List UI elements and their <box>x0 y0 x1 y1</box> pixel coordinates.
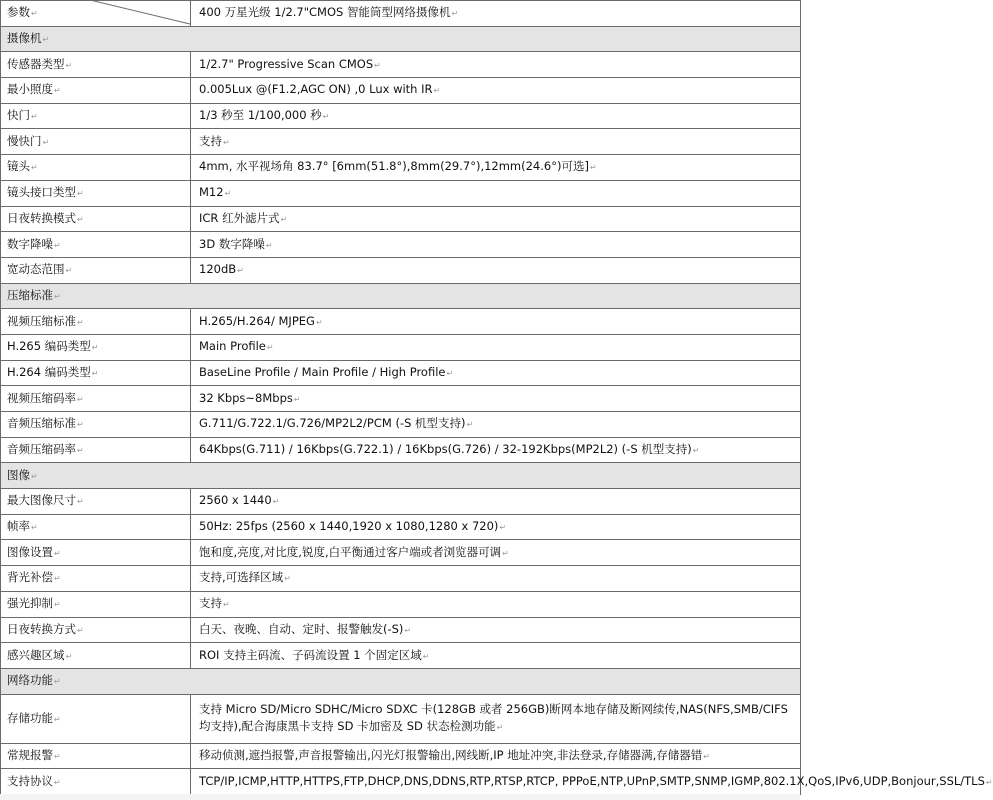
paragraph-mark: ↵ <box>502 548 509 558</box>
spec-label-cell <box>1 309 191 335</box>
spec-value-cell <box>191 129 801 155</box>
spec-value: 支持,可选择区域 <box>199 570 284 585</box>
paragraph-mark: ↵ <box>466 420 474 430</box>
spec-value: H.265/H.264/ MJPEG <box>199 313 315 328</box>
spec-label: 镜头 <box>7 159 30 174</box>
spec-label-cell <box>1 694 191 743</box>
paragraph-mark: ↵ <box>77 214 84 224</box>
spec-value-cell <box>191 412 801 438</box>
paragraph-mark: ↵ <box>54 714 61 724</box>
paragraph-mark: ↵ <box>692 446 700 456</box>
spec-value-cell <box>191 206 801 232</box>
spec-label: 存储功能 <box>7 710 53 725</box>
spec-value: 1/2.7" Progressive Scan CMOS <box>199 56 374 71</box>
spec-value: BaseLine Profile / Main Profile / High Profile <box>199 364 446 379</box>
paragraph-mark: ↵ <box>499 523 507 533</box>
section-header-row <box>1 463 801 489</box>
section-header-row <box>1 283 801 309</box>
spec-label: H.265 编码类型 <box>7 339 91 354</box>
spec-row <box>1 617 801 643</box>
spec-label-cell <box>1 334 191 360</box>
spec-label-cell <box>1 386 191 412</box>
spec-label: 视频压缩标准 <box>7 313 76 328</box>
spec-label: 音频压缩码率 <box>7 442 76 457</box>
paragraph-mark: ↵ <box>589 163 597 173</box>
spec-value: ICR 红外滤片式 <box>199 210 280 225</box>
spec-label: 镜头接口类型 <box>7 185 76 200</box>
spec-label: 强光抑制 <box>7 596 53 611</box>
paragraph-mark: ↵ <box>223 137 230 147</box>
spec-label: 传感器类型 <box>7 56 65 71</box>
spec-row <box>1 489 801 515</box>
spec-value-cell <box>191 180 801 206</box>
spec-value: 50Hz: 25fps (2560 x 1440,1920 x 1080,1280 x 720) <box>199 519 499 534</box>
paragraph-mark: ↵ <box>31 9 38 19</box>
paragraph-mark: ↵ <box>77 497 84 507</box>
spec-label-cell <box>1 412 191 438</box>
section-header-row <box>1 26 801 52</box>
spec-label: 快门 <box>7 108 30 123</box>
spec-label: 背光补偿 <box>7 570 53 585</box>
spec-value-cell <box>191 334 801 360</box>
spec-row <box>1 566 801 592</box>
spec-value: 饱和度,亮度,对比度,锐度,白平衡通过客户端或者浏览器可调 <box>199 544 502 559</box>
spec-value-cell <box>191 52 801 78</box>
paragraph-mark: ↵ <box>446 368 454 378</box>
spec-value-cell <box>191 437 801 463</box>
spec-row <box>1 694 801 743</box>
spec-row <box>1 412 801 438</box>
paragraph-mark: ↵ <box>54 600 61 610</box>
spec-label: 常规报警 <box>7 747 53 762</box>
spec-label: 日夜转换方式 <box>7 621 76 636</box>
section-title-cell <box>1 283 801 309</box>
paragraph-mark: ↵ <box>703 751 710 761</box>
spec-row <box>1 78 801 104</box>
paragraph-mark: ↵ <box>280 214 288 224</box>
spec-row <box>1 180 801 206</box>
section-title: 图像 <box>7 467 30 482</box>
section-title: 网络功能 <box>7 673 53 688</box>
spec-value: 支持 Micro SD/Micro SDHC/Micro SDXC 卡(128GB 或者 256GB)断网本地存储及断网续传,NAS(NFS,SMB/CIFS 均支持),配合海康黑卡支持 SD 卡加密及 SD 状态检测功能 <box>199 702 788 734</box>
spec-row <box>1 743 801 769</box>
spec-row <box>1 334 801 360</box>
paragraph-mark: ↵ <box>42 35 50 45</box>
paragraph-mark: ↵ <box>496 723 504 733</box>
paragraph-mark: ↵ <box>322 112 330 122</box>
spec-value-cell <box>191 78 801 104</box>
spec-label-cell <box>1 52 191 78</box>
spec-row <box>1 437 801 463</box>
spec-label-cell <box>1 566 191 592</box>
spec-value: G.711/G.722.1/G.726/MP2L2/PCM (-S 机型支持) <box>199 416 466 431</box>
spec-value-cell <box>191 566 801 592</box>
header-value-cell <box>191 1 801 27</box>
paragraph-mark: ↵ <box>272 497 280 507</box>
paragraph-mark: ↵ <box>315 317 323 327</box>
paragraph-mark: ↵ <box>54 751 61 761</box>
spec-row <box>1 591 801 617</box>
spec-row <box>1 155 801 181</box>
spec-value-cell <box>191 103 801 129</box>
paragraph-mark: ↵ <box>31 112 38 122</box>
spec-label-cell <box>1 643 191 669</box>
section-title-cell <box>1 463 801 489</box>
spec-label-cell <box>1 206 191 232</box>
spec-value: 3D 数字降噪 <box>199 236 265 251</box>
spec-label-cell <box>1 155 191 181</box>
spec-label-cell <box>1 360 191 386</box>
spec-table-body <box>1 1 993 795</box>
paragraph-mark: ↵ <box>31 523 38 533</box>
paragraph-mark: ↵ <box>65 60 73 70</box>
paragraph-mark: ↵ <box>985 777 993 787</box>
paragraph-mark: ↵ <box>31 471 38 481</box>
spec-label-cell <box>1 129 191 155</box>
spec-label-cell <box>1 78 191 104</box>
paragraph-mark: ↵ <box>77 317 84 327</box>
spec-label-cell <box>1 514 191 540</box>
section-header-row <box>1 668 801 694</box>
spec-value-cell <box>191 540 801 566</box>
spec-label: 支持协议 <box>7 773 53 788</box>
spec-label-cell <box>1 180 191 206</box>
spec-row <box>1 309 801 335</box>
spec-value-cell <box>191 232 801 258</box>
spec-row <box>1 386 801 412</box>
spec-row <box>1 103 801 129</box>
spec-value-cell <box>191 694 801 743</box>
spec-label-cell <box>1 743 191 769</box>
spec-label: H.264 编码类型 <box>7 364 91 379</box>
section-title: 摄像机 <box>7 31 42 46</box>
spec-row <box>1 514 801 540</box>
spec-label: 宽动态范围 <box>7 262 65 277</box>
paragraph-mark: ↵ <box>54 777 61 787</box>
spec-label-cell <box>1 257 191 283</box>
spec-label: 最小照度 <box>7 82 53 97</box>
spec-value-cell <box>191 514 801 540</box>
spec-value-cell <box>191 617 801 643</box>
paragraph-mark: ↵ <box>266 343 274 353</box>
spec-value: 64Kbps(G.711) / 16Kbps(G.722.1) / 16Kbps(G.726) / 32-192Kbps(MP2L2) (-S 机型支持) <box>199 442 692 457</box>
spec-label: 帧率 <box>7 519 30 534</box>
spec-value: M12 <box>199 185 224 200</box>
paragraph-mark: ↵ <box>77 625 84 635</box>
spec-value-cell <box>191 155 801 181</box>
spec-label-cell <box>1 769 191 795</box>
spec-row <box>1 232 801 258</box>
spec-value-cell <box>191 643 801 669</box>
spec-label: 慢快门 <box>7 133 42 148</box>
paragraph-mark: ↵ <box>77 394 84 404</box>
spec-value-cell <box>191 489 801 515</box>
paragraph-mark: ↵ <box>91 343 99 353</box>
spec-label: 日夜转换模式 <box>7 210 76 225</box>
spec-value-cell <box>191 769 993 795</box>
spec-label-cell <box>1 617 191 643</box>
spec-row <box>1 257 801 283</box>
spec-value: 2560 x 1440 <box>199 493 272 508</box>
paragraph-mark: ↵ <box>284 574 291 584</box>
spec-value: Main Profile <box>199 339 266 354</box>
spec-label-cell <box>1 103 191 129</box>
spec-label: 最大图像尺寸 <box>7 493 76 508</box>
spec-label: 音频压缩标准 <box>7 416 76 431</box>
spec-label-cell <box>1 437 191 463</box>
spec-value: 0.005Lux @(F1.2,AGC ON) ,0 Lux with IR <box>199 82 433 97</box>
paragraph-mark: ↵ <box>451 9 459 19</box>
section-title-cell <box>1 26 801 52</box>
spec-row <box>1 643 801 669</box>
spec-row <box>1 360 801 386</box>
spec-row <box>1 769 801 795</box>
spec-value: 1/3 秒至 1/100,000 秒 <box>199 108 322 123</box>
section-title: 压缩标准 <box>7 287 53 302</box>
section-title-cell <box>1 668 801 694</box>
spec-value-cell <box>191 309 801 335</box>
paragraph-mark: ↵ <box>223 600 230 610</box>
paragraph-mark: ↵ <box>77 189 84 199</box>
paragraph-mark: ↵ <box>65 266 73 276</box>
header-label-cell <box>1 1 191 27</box>
spec-value: 移动侦测,遮挡报警,声音报警输出,闪光灯报警输出,网线断,IP 地址冲突,非法登录,存储器满,存储器错 <box>199 747 703 762</box>
paragraph-mark: ↵ <box>54 677 61 687</box>
paragraph-mark: ↵ <box>54 574 61 584</box>
spec-value: 4mm, 水平视场角 83.7° [6mm(51.8°),8mm(29.7°),12mm(24.6°)可选] <box>199 159 589 174</box>
paragraph-mark: ↵ <box>31 163 38 173</box>
paragraph-mark: ↵ <box>224 189 232 199</box>
spec-label-cell <box>1 540 191 566</box>
paragraph-mark: ↵ <box>54 291 61 301</box>
paragraph-mark: ↵ <box>91 368 99 378</box>
header-row <box>1 1 801 27</box>
paragraph-mark: ↵ <box>433 86 441 96</box>
paragraph-mark: ↵ <box>293 394 301 404</box>
paragraph-mark: ↵ <box>77 446 84 456</box>
header-value: 400 万星光级 1/2.7"CMOS 智能筒型网络摄像机 <box>199 5 451 20</box>
spec-value: 32 Kbps~8Mbps <box>199 390 293 405</box>
spec-value: ROI 支持主码流、子码流设置 1 个固定区域 <box>199 647 422 662</box>
spec-label-cell <box>1 489 191 515</box>
spec-value-cell <box>191 591 801 617</box>
spec-value: 支持 <box>199 596 222 611</box>
paragraph-mark: ↵ <box>54 548 61 558</box>
paragraph-mark: ↵ <box>54 86 61 96</box>
paragraph-mark: ↵ <box>404 625 412 635</box>
paragraph-mark: ↵ <box>54 240 61 250</box>
spec-row <box>1 206 801 232</box>
spec-row <box>1 129 801 155</box>
spec-value: TCP/IP,ICMP,HTTP,HTTPS,FTP,DHCP,DNS,DDNS,RTP,RTSP,RTCP, PPPoE,NTP,UPnP,SMTP,SNMP,IGMP,802.1X,QoS,IPv6,UDP,Bonjour,SSL/TLS <box>199 773 985 788</box>
paragraph-mark: ↵ <box>65 651 73 661</box>
spec-label: 视频压缩码率 <box>7 390 76 405</box>
spec-value-cell <box>191 386 801 412</box>
spec-value: 白天、夜晚、自动、定时、报警触发(-S) <box>199 621 404 636</box>
spec-label: 图像设置 <box>7 544 53 559</box>
header-label: 参数 <box>7 5 30 20</box>
spec-row <box>1 540 801 566</box>
spec-value-cell <box>191 360 801 386</box>
paragraph-mark: ↵ <box>422 651 430 661</box>
spec-label-cell <box>1 232 191 258</box>
paragraph-mark: ↵ <box>42 137 50 147</box>
spec-label: 数字降噪 <box>7 236 53 251</box>
paragraph-mark: ↵ <box>265 240 273 250</box>
spec-value-cell <box>191 257 801 283</box>
spec-value-cell <box>191 743 801 769</box>
spec-row <box>1 52 801 78</box>
paragraph-mark: ↵ <box>374 60 381 70</box>
spec-value: 120dB <box>199 262 237 277</box>
spec-value: 支持 <box>199 133 222 148</box>
spec-label-cell <box>1 591 191 617</box>
page-bottom-strip <box>0 794 800 800</box>
paragraph-mark: ↵ <box>77 420 84 430</box>
spec-label: 感兴趣区域 <box>7 647 65 662</box>
paragraph-mark: ↵ <box>237 266 244 276</box>
